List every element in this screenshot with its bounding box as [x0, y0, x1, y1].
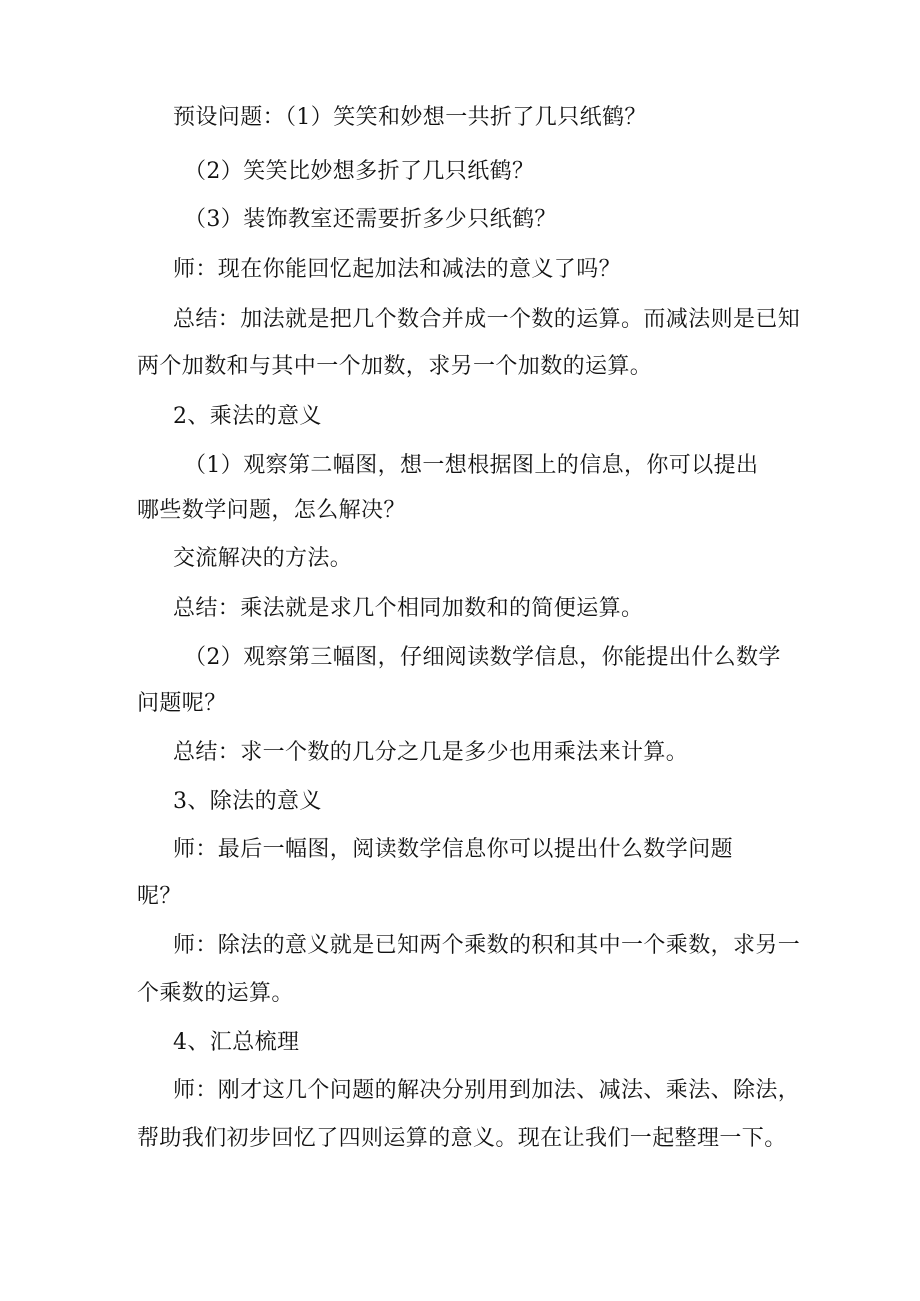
text-line: 总结：加法就是把几个数合并成一个数的运算。而减法则是已知: [173, 307, 801, 332]
text-line: 总结：乘法就是求几个相同加数和的简便运算。: [173, 596, 644, 621]
text-line: 师：刚才这几个问题的解决分别用到加法、减法、乘法、除法，: [173, 1078, 801, 1103]
text-line: 呢？: [137, 884, 182, 909]
section-heading: 4、汇总梳理: [173, 1030, 300, 1055]
text-line: （2）笑笑比妙想多折了几只纸鹤？: [184, 159, 535, 184]
text-line: 总结：求一个数的几分之几是多少也用乘法来计算。: [173, 740, 689, 765]
text-line: 问题呢？: [137, 691, 227, 716]
text-line: 预设问题：（1）笑笑和妙想一共折了几只纸鹤？: [173, 105, 647, 130]
text-line: 两个加数和与其中一个加数，求另一个加数的运算。: [137, 354, 653, 379]
text-line: 个乘数的运算。: [137, 981, 294, 1006]
text-line: （3）装饰教室还需要折多少只纸鹤？: [184, 207, 557, 232]
text-line: 师：现在你能回忆起加法和减法的意义了吗？: [173, 257, 622, 282]
text-line: 帮助我们初步回忆了四则运算的意义。现在让我们一起整理一下。: [137, 1126, 787, 1151]
text-line: 师：最后一幅图，阅读数学信息你可以提出什么数学问题: [173, 837, 734, 862]
text-line: （2）观察第三幅图，仔细阅读数学信息，你能提出什么数学: [184, 645, 781, 670]
text-line: 师：除法的意义就是已知两个乘数的积和其中一个乘数，求另一: [173, 933, 801, 958]
section-heading: 3、除法的意义: [173, 789, 322, 814]
text-line: 哪些数学问题，怎么解决？: [137, 498, 406, 523]
text-line: 交流解决的方法。: [173, 546, 353, 571]
text-line: （1）观察第二幅图，想一想根据图上的信息，你可以提出: [184, 453, 759, 478]
section-heading: 2、乘法的意义: [173, 404, 322, 429]
